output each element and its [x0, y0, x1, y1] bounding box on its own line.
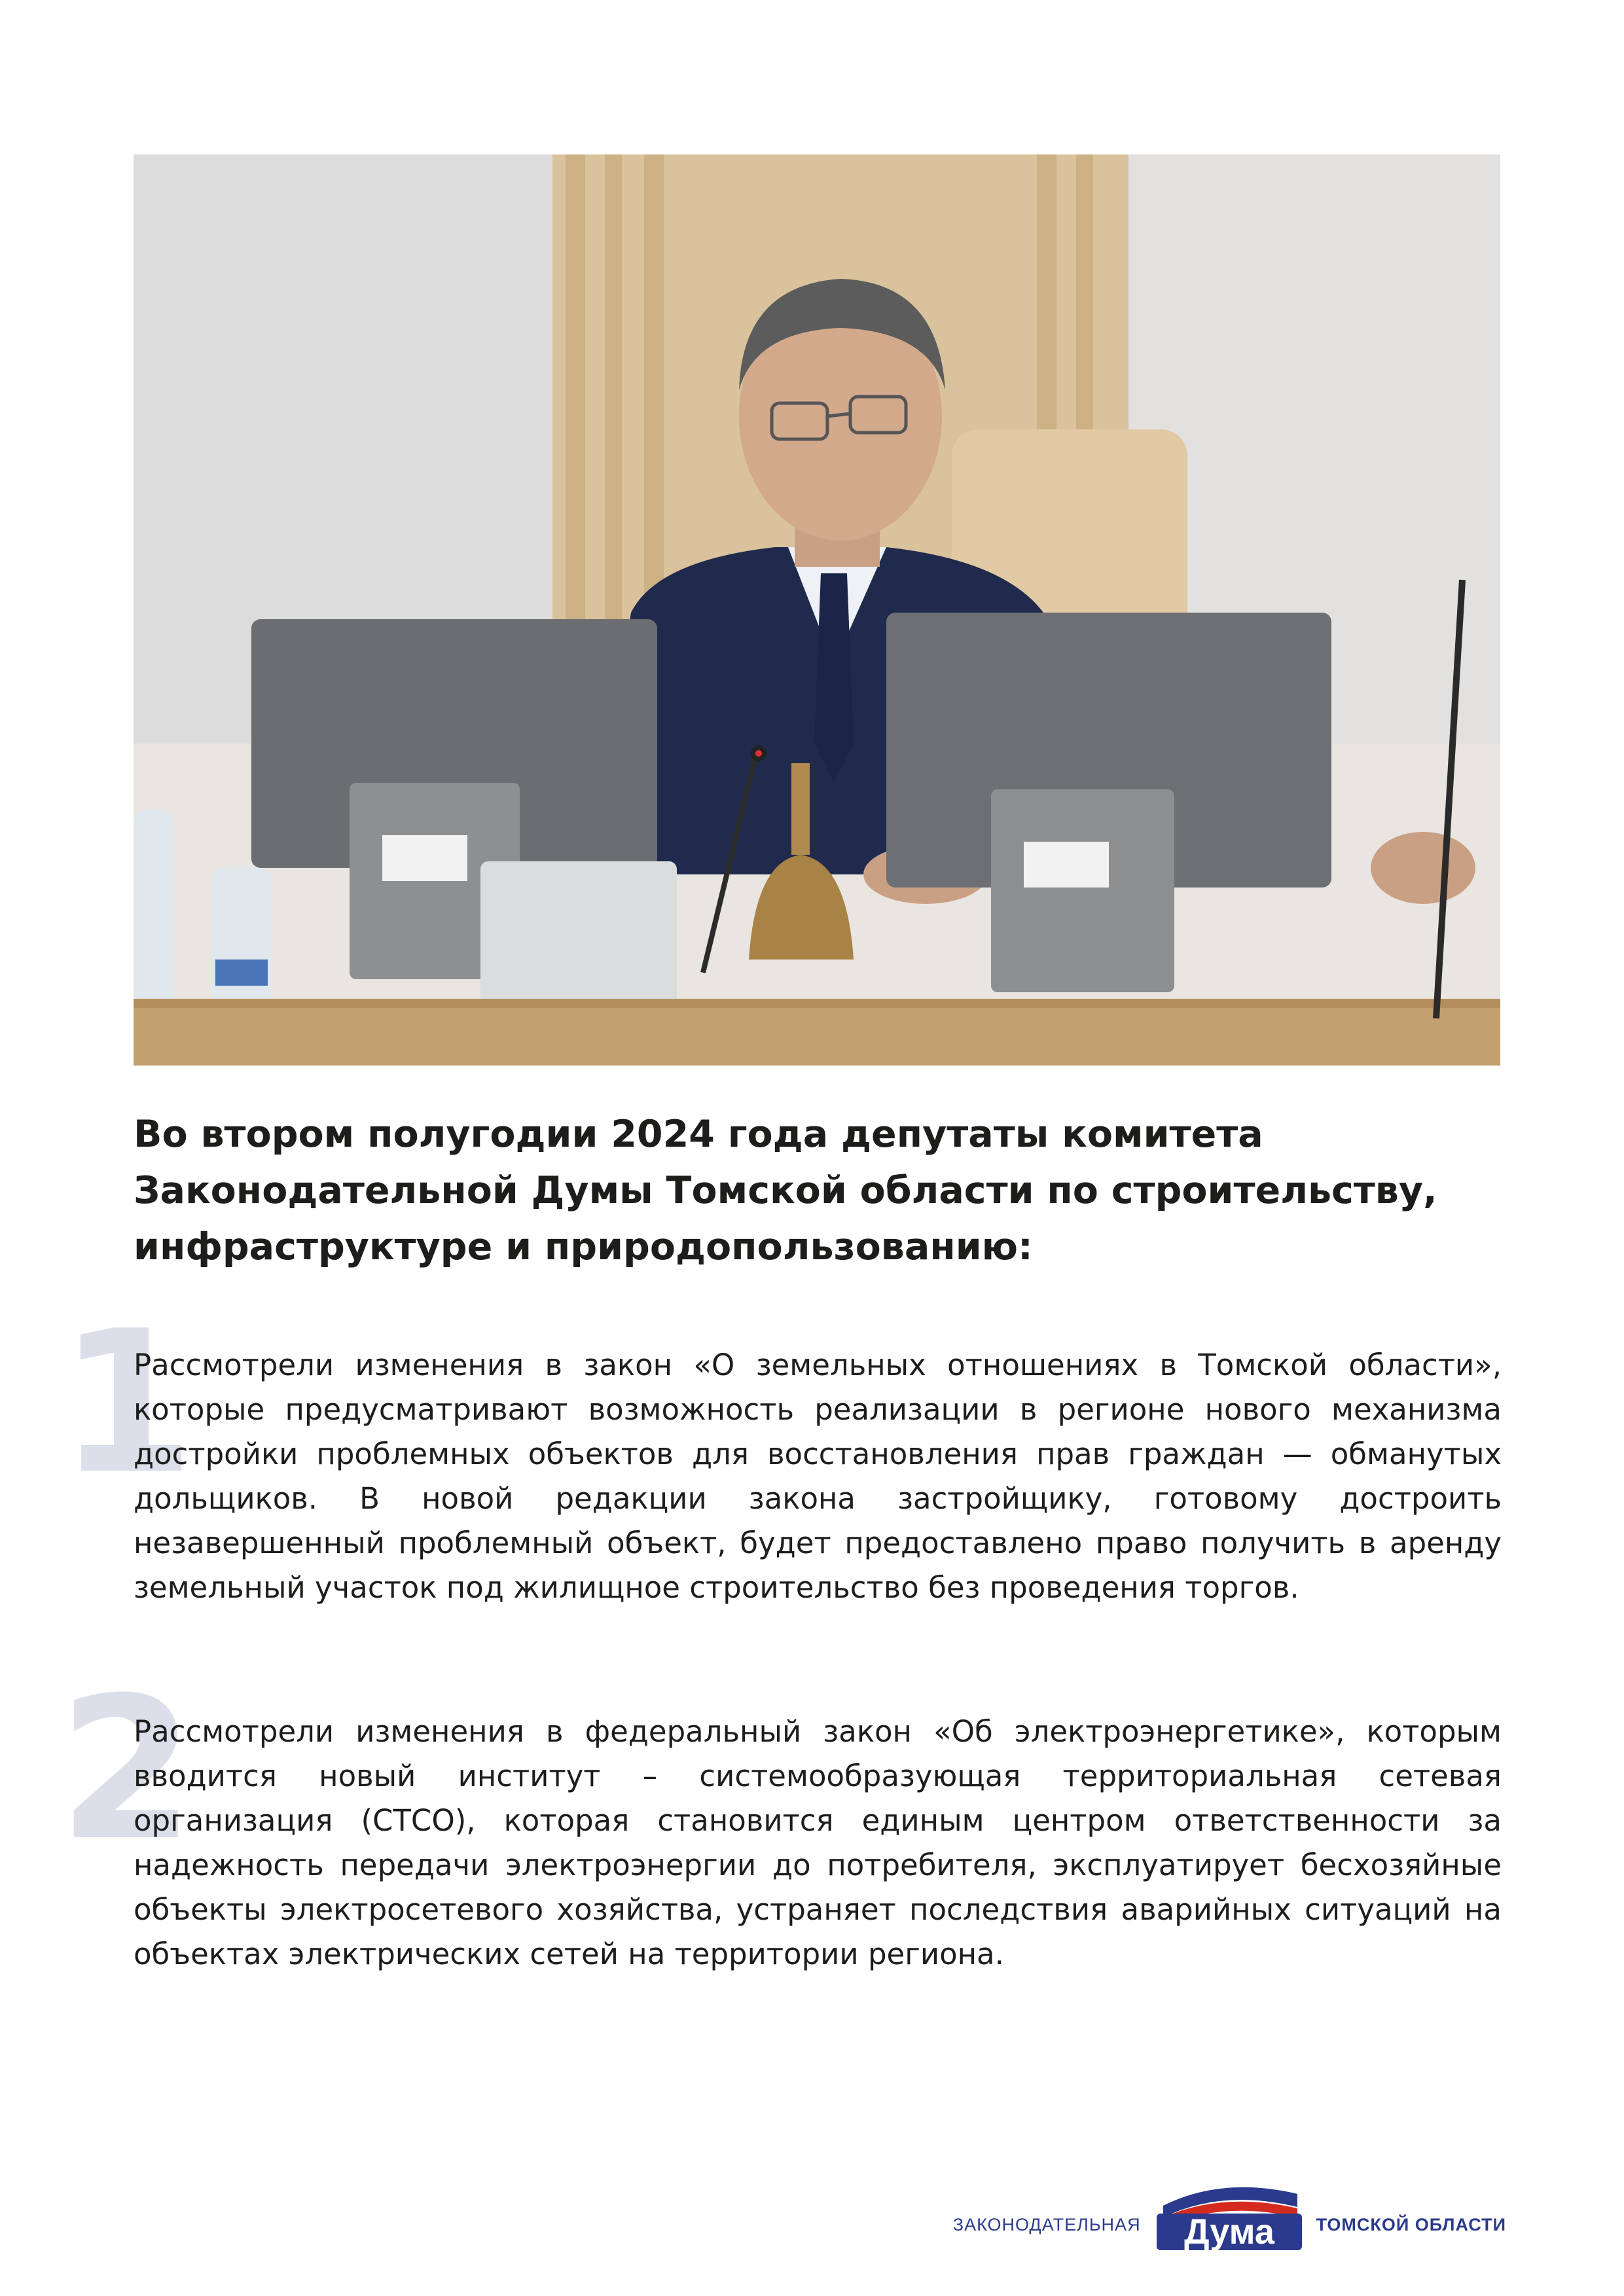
logo-word: Дума	[1183, 2212, 1274, 2251]
headline: Во втором полугодии 2024 года депутаты комитета Законодательной Думы Томской области по строительству, инфраструктуре и природопользованию:	[134, 1113, 1437, 1268]
duma-logo-icon	[1150, 2179, 1307, 2251]
logo-right-word: ТОМСКОЙ ОБЛАСТИ	[1316, 2214, 1506, 2234]
item-text: Рассмотрели изменения в закон «О земельных отношениях в Томской области», которые предусматривают возможность реализации в регионе нового механизма достройки проблемных объектов для восстановления прав граждан — обманутых дольщиков. В новой редакции закона застройщику, готовому достроить незавершенный проблемный объект, будет предоставлено право получить в аренду земельный участок под жилищное строительство без проведения торгов.	[134, 1348, 1502, 1605]
item-text: Рассмотрели изменения в федеральный закон «Об электроэнергетике», которым вводится новый институт – системообразующая территориальная сетевая организация (СТСО), которая становится единым центром ответственности за надежность передачи электроэнергии до потребителя, эксплуатирует бесхозяйные объекты электросетевого хозяйства, устраняет последствия аварийных ситуаций на объектах электрических сетей на территории региона.	[134, 1714, 1502, 1971]
logo-left-word: ЗАКОНОДАТЕЛЬНАЯ	[952, 2214, 1141, 2234]
meeting-photo	[134, 154, 1500, 1066]
footer-logo	[953, 2179, 1506, 2251]
item-number: 1	[58, 1289, 195, 1517]
list-item	[58, 1289, 1502, 1610]
item-number: 2	[58, 1655, 195, 1884]
list-item	[58, 1655, 1502, 1977]
